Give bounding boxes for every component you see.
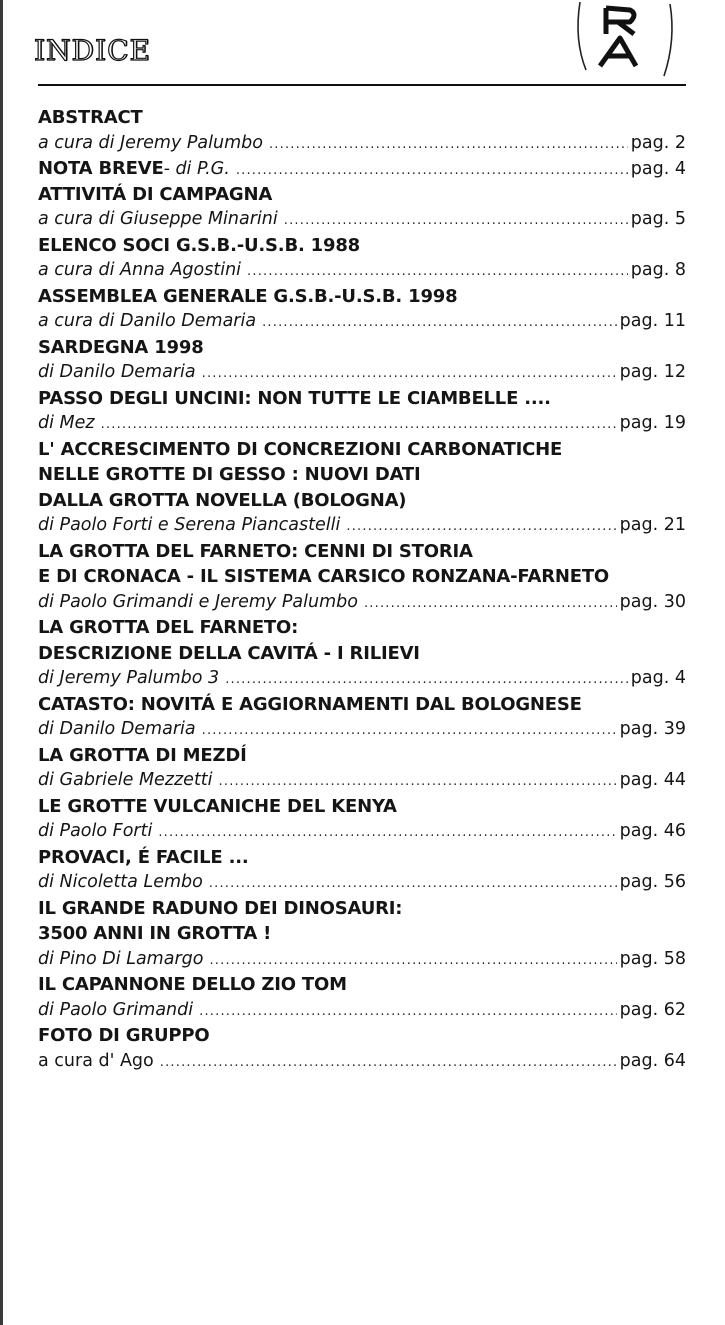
entry-title: FOTO DI GRUPPO (38, 1025, 210, 1046)
entry-author: a cura di Jeremy Palumbo (38, 132, 263, 153)
entry-title-line (38, 921, 686, 947)
entry-title-line (38, 564, 686, 590)
entry-title-line (38, 972, 686, 998)
entry-author-line (38, 258, 686, 284)
entry-title-line (38, 641, 686, 667)
entry-title: E DI CRONACA - IL SISTEMA CARSICO RONZANA-FARNETO (38, 566, 609, 587)
entry-title: IL GRANDE RADUNO DEI DINOSAURI: (38, 897, 403, 919)
entry-page: pag. 30 (619, 591, 686, 612)
dot-leader (262, 310, 617, 335)
entry-title: ELENCO SOCI G.S.B.-U.S.B. 1988 (38, 234, 360, 256)
entry-title: PASSO DEGLI UNCINI: NON TUTTE LE CIAMBELLE .... (38, 387, 551, 409)
entry-author: di Pino Di Lamargo (38, 948, 204, 969)
entry-title: 3500 ANNI IN GROTTA ! (38, 923, 272, 944)
dot-leader (158, 820, 616, 845)
entry-author: di Jeremy Palumbo 3 (38, 668, 220, 688)
entry-page: pag. 21 (619, 515, 686, 535)
entry-title: SARDEGNA 1998 (38, 336, 204, 358)
entry-author: di Nicoletta Lembo (38, 872, 203, 892)
entry-author-line (38, 131, 686, 157)
entry-title: ABSTRACT (38, 107, 143, 128)
entry-author: di Paolo Grimandi e Jeremy Palumbo (38, 591, 358, 612)
entry-author: a cura d' Ago (38, 1050, 154, 1071)
entry-author-line (38, 998, 686, 1024)
entry-author-line (38, 360, 686, 386)
entry-title-line (38, 692, 686, 718)
entry-page: pag. 19 (619, 413, 686, 433)
entry-title-line (38, 615, 686, 641)
dot-leader (202, 718, 617, 743)
entry-title: NELLE GROTTE DI GESSO : NUOVI DATI (38, 464, 421, 485)
entry-author-line (38, 870, 686, 896)
magazine-logo (572, 0, 682, 84)
dot-leader (101, 412, 617, 437)
entry-title: DESCRIZIONE DELLA CAVITÁ - I RILIEVI (38, 642, 420, 664)
entry-title: IL CAPANNONE DELLO ZIO TOM (38, 974, 347, 995)
entry-title-line (38, 105, 686, 131)
entry-title-line (38, 156, 686, 182)
dot-leader (364, 591, 617, 616)
entry-title-line (38, 743, 686, 769)
entry-author: di Danilo Demaria (38, 719, 196, 739)
page-edge (0, 0, 3, 1325)
dot-leader (209, 948, 616, 973)
entry-author: di Danilo Demaria (38, 362, 196, 382)
entry-title: LA GROTTA DI MEZDÍ (38, 744, 247, 766)
entry-author-line (38, 207, 686, 233)
entry-page: pag. 5 (630, 209, 686, 229)
entry-page: pag. 2 (630, 132, 686, 153)
entry-page: pag. 39 (619, 719, 686, 739)
entry-title-line (38, 462, 686, 488)
dot-leader (346, 514, 616, 539)
table-of-contents (38, 105, 686, 1074)
entry-page: pag. 4 (630, 159, 686, 179)
entry-page: pag. 56 (619, 872, 686, 892)
entry-author: di Paolo Forti e Serena Piancastelli (38, 515, 341, 535)
entry-page: pag. 62 (619, 999, 686, 1020)
entry-title: ASSEMBLEA GENERALE G.S.B.-U.S.B. 1998 (38, 285, 458, 307)
entry-title: PROVACI, É FACILE ... (38, 846, 249, 868)
entry-author-line (38, 947, 686, 973)
entry-author: di Gabriele Mezzetti (38, 770, 213, 790)
dot-leader (199, 999, 617, 1024)
dot-leader (247, 259, 628, 284)
entry-title: LE GROTTE VULCANICHE DEL KENYA (38, 795, 397, 817)
dot-leader (269, 132, 628, 157)
entry-title-line (38, 1023, 686, 1049)
entry-title-line (38, 437, 686, 463)
entry-page: pag. 8 (630, 260, 686, 280)
entry-author-line (38, 666, 686, 692)
entry-author-line (38, 1049, 686, 1075)
entry-author: di Paolo Grimandi (38, 999, 194, 1020)
dot-leader (236, 158, 628, 182)
entry-page: pag. 58 (619, 948, 686, 969)
dot-leader (219, 769, 617, 794)
entry-page: pag. 11 (619, 311, 686, 331)
entry-page: pag. 64 (619, 1050, 686, 1071)
header-divider (38, 84, 686, 86)
entry-title-line (38, 488, 686, 514)
entry-title-line (38, 845, 686, 871)
entry-author: di Paolo Forti (38, 821, 153, 841)
entry-title: DALLA GROTTA NOVELLA (BOLOGNA) (38, 489, 407, 511)
entry-author-line (38, 590, 686, 616)
entry-title-line (38, 335, 686, 361)
entry-author-line (38, 411, 686, 437)
entry-author-line (38, 819, 686, 845)
entry-title-line (38, 233, 686, 259)
entry-page: pag. 46 (619, 821, 686, 841)
entry-title: LA GROTTA DEL FARNETO: (38, 617, 299, 638)
dot-leader (209, 871, 617, 896)
entry-title-line (38, 386, 686, 412)
entry-author: - di P.G. (163, 159, 230, 179)
entry-title: NOTA BREVE (38, 158, 164, 179)
page-title: INDICE (34, 34, 151, 67)
dot-leader (225, 667, 628, 692)
entry-author: di Mez (38, 413, 95, 433)
entry-author: a cura di Anna Agostini (38, 260, 242, 280)
dot-leader (202, 361, 617, 386)
entry-page: pag. 4 (630, 668, 686, 688)
entry-author-line (38, 768, 686, 794)
entry-author-line (38, 513, 686, 539)
entry-title-line (38, 896, 686, 922)
entry-title-line (38, 284, 686, 310)
entry-title: CATASTO: NOVITÁ E AGGIORNAMENTI DAL BOLOGNESE (38, 693, 582, 715)
entry-author-line (38, 717, 686, 743)
entry-title-line (38, 182, 686, 208)
dot-leader (160, 1050, 617, 1075)
entry-page: pag. 12 (619, 362, 686, 382)
entry-title: LA GROTTA DEL FARNETO: CENNI DI STORIA (38, 540, 473, 562)
entry-title: L' ACCRESCIMENTO DI CONCREZIONI CARBONATICHE (38, 438, 563, 460)
dot-leader (284, 208, 628, 233)
entry-author: a cura di Danilo Demaria (38, 311, 257, 331)
entry-page: pag. 44 (619, 770, 686, 790)
entry-title-line (38, 794, 686, 820)
entry-title-line (38, 539, 686, 565)
entry-author-line (38, 309, 686, 335)
entry-author: a cura di Giuseppe Minarini (38, 209, 278, 229)
entry-title: ATTIVITÁ DI CAMPAGNA (38, 183, 273, 205)
